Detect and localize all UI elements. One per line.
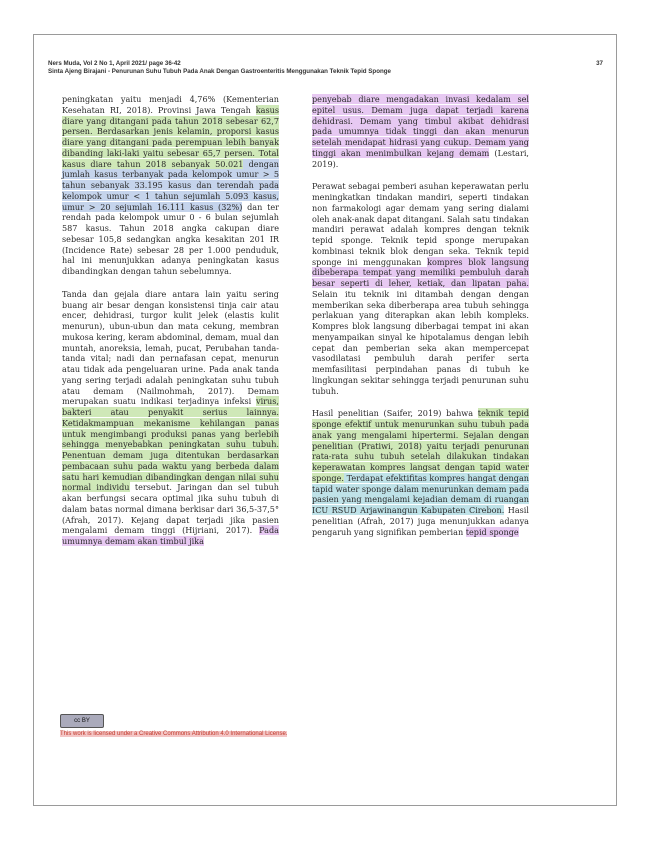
paragraph bbox=[312, 408, 529, 537]
highlight-green: teknik tepid sponge efektif untuk menurunkan suhu tubuh pada anak yang mengalami hipertermi. Sejalan dengan penelitian (Pratiwi, 2018) yaitu terjadi penurunan rata-rata suhu tubuh setelah dilakukan tindakan keperawatan kompres langsat dengan tapid water sponge. bbox=[312, 408, 530, 483]
text-run: peningkatan yaitu menjadi 4,76% (Kementerian Kesehatan RI, 2018). Provinsi Jawa Tengah bbox=[62, 94, 279, 115]
paragraph bbox=[312, 181, 529, 396]
highlight-green: virus, bakteri atau penyakit serius lainnya. Ketidakmampuan mekanisme kehilangan panas untuk mengimbangi produksi panas yang berlebih sehingga menyebabkan peningkatan suhu tubuh. Penentuan demam juga ditentukan berdasarkan pembacaan suhu pada waktu yang berbeda dalam satu hari kemudian dibandingkan dengan nilai suhu normal individu bbox=[62, 396, 279, 493]
text-run: tersebut. Jaringan dan sel tubuh akan berfungsi secara optimal jika suhu tubuh di dalam batas normal dimana berkisar dari 36,5-37,5°(Afrah, 2017). Kejang dapat terjadi jika pasien mengalami demam tinggi (Hijriani, 2017). bbox=[62, 482, 279, 536]
cc-license-badge-icon[interactable]: cc BY bbox=[60, 714, 104, 728]
highlight-blue: dengan jumlah kasus terbanyak pada kelompok umur > 5 tahun sebanyak 33.195 kasus dan terendah pada kelompok umur < 1 tahun sejumlah 5.093 kasus, umur > 20 sejumlah 16.111 kasus (32%) bbox=[62, 158, 280, 212]
text-run: Hasil penelitian (Saifer, 2019) bahwa bbox=[312, 408, 478, 419]
paragraph bbox=[62, 94, 279, 277]
license-footer bbox=[60, 714, 580, 737]
highlight-purple: Pada umumnya demam akan timbul jika bbox=[62, 525, 279, 546]
right-column bbox=[312, 94, 529, 549]
highlight-purple: penyebab diare mengadakan invasi kedalam sel epitel usus. Demam juga dapat terjadi karena dehidrasi. Demam yang timbul akibat dehidrasi pada umumnya tidak tinggi dan akan menurun setelah mendapat hidrasi yang cukup. Demam yang tinggi akan menimbulkan kejang demam bbox=[312, 94, 529, 158]
paragraph bbox=[312, 94, 529, 169]
running-header bbox=[48, 60, 603, 75]
highlight-green: kasus diare yang ditangani pada tahun 2018 sebesar 62,7 persen. Berdasarkan jenis kelamin, proporsi kasus diare yang ditangani pada perempuan lebih banyak dibanding laki-laki yaitu sebesar 65,7 persen. Total kasus diare tahun 2018 sebanyak 50.021 bbox=[62, 104, 279, 169]
text-run: Selain itu teknik ini ditambah dengan dengan memberikan seka diberberapa area tubuh sehingga perlakuan yang diterapkan akan lebih kompleks. Kompres blok langsung diberbagai tempat ini akan menyampaikan sinyal ke hipotalamus dengan lebih cepat dan pemberian seka akan mempercepat vasodilatasi pembuluh darah perifer serta memfasilitasi perpindahan panas di tubuh ke lingkungan sekitar sehingga terjadi penurunan suhu tubuh. bbox=[312, 288, 529, 396]
text-run: Perawat sebagai pemberi asuhan keperawatan perlu meningkatkan tindakan mandiri, seperti tindakan non farmakologi agar demam yang sering dialami oleh anak-anak dapat ditangani. Salah satu tindakan mandiri perawat adalah kompres dengan teknik tepid sponge. Teknik tepid sponge merupakan kombinasi teknik blok dengan seka. Teknik tepid sponge ini menggunakan bbox=[312, 181, 529, 267]
text-run: (Lestari, 2019). bbox=[312, 147, 529, 169]
text-run: Hasil penelitian (Afrah, 2017) juga menunjukkan adanya pengaruh yang signifikan pemberian bbox=[312, 505, 529, 537]
left-column bbox=[62, 94, 279, 559]
paragraph bbox=[62, 289, 279, 547]
journal-line: Ners Muda, Vol 2 No 1, April 2021/ page 36-42 bbox=[48, 60, 181, 67]
highlight-purple: tepid sponge bbox=[465, 526, 519, 537]
text-run: Tanda dan gejala diare antara lain yaitu sering buang air besar dengan konsistensi tinja cair atau encer, dehidrasi, turgor kulit jelek (elastis kulit menurun), ubun-ubun dan mata cekung, membran mukosa kering, keram abdominal, demam, mual dan muntah, anoreksia, lemah, pucat, Perubahan tanda-tanda vital; nadi dan pernafasan cepat, menurun atau tidak ada pengeluaran urine. Pada anak tanda yang sering terjadi adalah peningkatan suhu tubuh atau demam (Nailmohmah, 2017). Demam merupakan suatu indikasi terjadinya infeksi bbox=[62, 288, 279, 407]
article-title-line: Sinta Ajeng Birajani - Penurunan Suhu Tubuh Pada Anak Dengan Gastroenteritis Menggunakan Teknik Tepid Sponge bbox=[48, 68, 391, 75]
license-link[interactable]: This work is licensed under a Creative Commons Attribution 4.0 International License. bbox=[60, 731, 288, 737]
text-run: dan ter rendah pada kelompok umur 0 - 6 bulan sejumlah 587 kasus. Tahun 2018 angka cakupan diare sebesar 105,8 sedangkan angka kesakitan 201 IR (Incidence Rate) sebesar 28 per 1.000 penduduk, hal ini menunjukkan adanya peningkatan kasus dibandingkan dengan tahun sebelumnya. bbox=[62, 201, 279, 276]
highlight-purple: kompres blok langsung dibeberapa tempat yang memiliki pembuluh darah besar seperti di leher, ketiak, dan lipatan paha. bbox=[312, 256, 529, 288]
highlight-teal: Terdapat efektifitas kompres hangat dengan tapid water sponge dalam menurunkan demam pada pasien yang mengalami kejadian demam di ruangan ICU RSUD Arjawinangun Kabupaten Cirebon. bbox=[312, 472, 529, 515]
page-number: 37 bbox=[596, 60, 603, 67]
license-text bbox=[60, 731, 580, 737]
